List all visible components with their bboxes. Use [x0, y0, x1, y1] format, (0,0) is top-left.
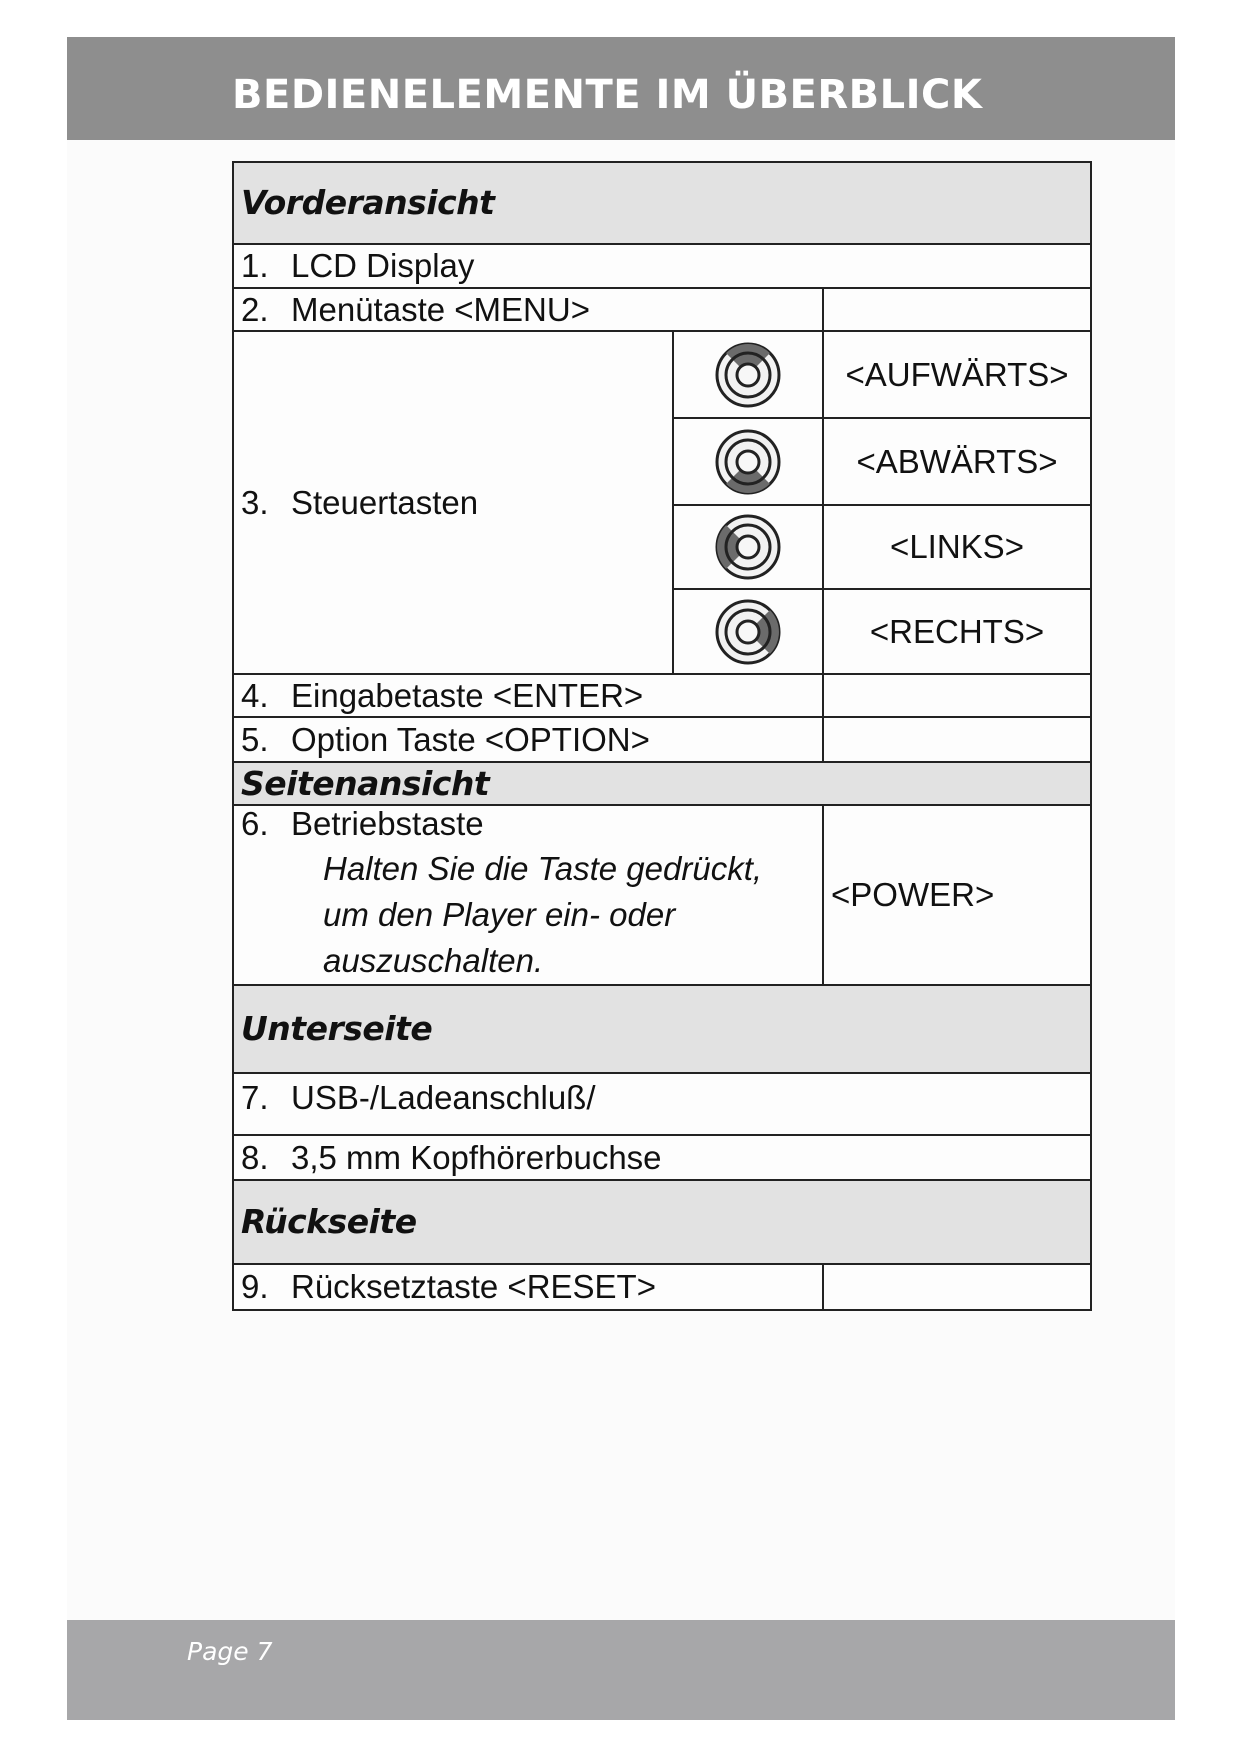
table-row — [233, 1073, 1091, 1135]
table-row — [233, 1264, 1091, 1310]
item-lcd: 1. LCD Display — [233, 244, 1091, 288]
table-row — [233, 1135, 1091, 1180]
table-row — [233, 717, 1091, 762]
table-row — [233, 244, 1091, 288]
empty-cell — [823, 717, 1091, 762]
item-menu: 2. Menütaste <MENU> — [233, 288, 823, 331]
table-row — [233, 805, 1091, 985]
section-front: Vorderansicht — [233, 162, 1091, 244]
item-option: 5. Option Taste <OPTION> — [233, 717, 823, 762]
dpad-left-cell — [673, 505, 823, 589]
dpad-right-cell — [673, 589, 823, 674]
footer-bar — [67, 1620, 1175, 1720]
section-row — [233, 762, 1091, 805]
item-reset: 9. Rücksetztaste <RESET> — [233, 1264, 823, 1310]
item-usb: 7. USB-/Ladeanschluß/ — [233, 1073, 1091, 1135]
table-row — [233, 331, 1091, 418]
controls-table — [232, 161, 1092, 1311]
dpad-up-icon — [714, 341, 782, 409]
dpad-right-label: <RECHTS> — [823, 589, 1091, 674]
section-row — [233, 985, 1091, 1073]
dpad-left-label: <LINKS> — [823, 505, 1091, 589]
section-row — [233, 1180, 1091, 1264]
empty-cell — [823, 288, 1091, 331]
power-key-label: <POWER> — [823, 805, 1091, 985]
empty-cell — [823, 674, 1091, 717]
table-row — [233, 674, 1091, 717]
power-note: Halten Sie die Taste gedrückt, um den Player ein- oder auszuschalten. — [323, 850, 763, 979]
empty-cell — [823, 1264, 1091, 1310]
dpad-down-label: <ABWÄRTS> — [823, 418, 1091, 505]
page-title: BEDIENELEMENTE IM ÜBERBLICK — [232, 72, 983, 118]
page-number: Page 7 — [187, 1637, 273, 1666]
item-headphone: 8. 3,5 mm Kopfhörerbuchse — [233, 1135, 1091, 1180]
section-back: Rückseite — [233, 1180, 1091, 1264]
dpad-up-cell — [673, 331, 823, 418]
item-enter: 4. Eingabetaste <ENTER> — [233, 674, 823, 717]
dpad-down-cell — [673, 418, 823, 505]
item-power: 6. Betriebstaste Halten Sie die Taste gedrückt, um den Player ein- oder auszuschalten. — [233, 805, 823, 985]
dpad-right-icon — [714, 598, 782, 666]
section-side: Seitenansicht — [233, 762, 1091, 805]
dpad-up-label: <AUFWÄRTS> — [823, 331, 1091, 418]
section-row — [233, 162, 1091, 244]
table-row — [233, 288, 1091, 331]
item-nav: 3. Steuertasten — [233, 331, 673, 674]
dpad-left-icon — [714, 513, 782, 581]
dpad-down-icon — [714, 428, 782, 496]
section-bottom: Unterseite — [233, 985, 1091, 1073]
